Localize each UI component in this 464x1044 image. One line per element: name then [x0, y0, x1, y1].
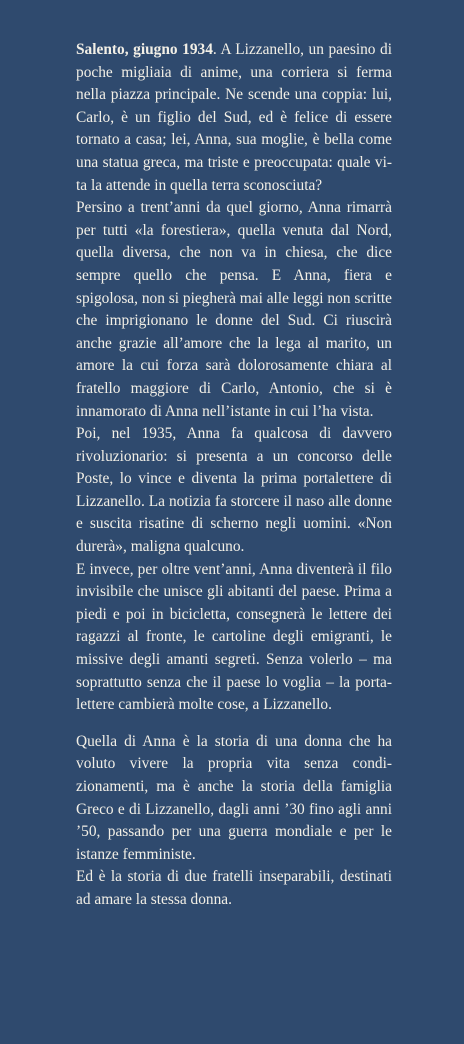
synopsis-paragraph-6: Ed è la storia di due fratelli inseparabili, destinati ad amare la stessa donna.: [76, 868, 392, 908]
synopsis-paragraph-5: Quella di Anna è la storia di una donna che ha voluto vivere la propria vita senza condizionamenti, ma è anche la storia della famiglia Greco e di Lizzanello, dagli anni ’30 fino agli anni ’50, passando per una guerra mondiale e per le istanze femministe.: [76, 732, 392, 863]
synopsis-paragraph-3: Poi, nel 1935, Anna fa qualcosa di davvero rivoluzionario: si presenta a un concorso delle Poste, lo vince e diventa la prima portalettere di Lizzanello. La notizia fa storcere il naso alle donne e suscita risatine di scherno negli uomini. «Non durerà», maligna qualcuno.: [76, 425, 392, 556]
synopsis-lead: Salento, giugno 1934: [76, 41, 213, 58]
synopsis-paragraph-2: Persino a trent’anni da quel giorno, Anna rimarrà per tutti «la forestiera», quella venuta dal Nord, quella diversa, che non va in chiesa, che dice sempre quello che pensa. E Anna, fiera e spigolosa, non si piegherà mai alle leggi non scritte che imprigionano le donne del Sud. Ci riuscirà anche grazie all’amore che la lega al marito, un amore la cui forza sarà dolorosamente chiara al fratello maggiore di Carlo, Antonio, che si è innamorato di Anna nell’istante in cui l’ha vista.: [76, 199, 392, 420]
synopsis-paragraph-4: E invece, per oltre vent’anni, Anna diventerà il filo invisibile che unisce gli abitanti del paese. Prima a piedi e poi in bicicletta, consegnerà le lettere dei ragazzi al fronte, le cartoline degli emigranti, le missive degli amanti segreti. Senza volerlo – ma soprattutto senza che il paese lo voglia – la portalettere cambierà molte cose, a Lizzanello.: [76, 560, 392, 714]
synopsis-paragraph-1: [76, 39, 392, 197]
synopsis-paragraph-1-text: . A Lizzanello, un paesino di poche migliaia di anime, una corriera si ferma nella piazza principale. Ne scende una coppia: lui, Carlo, è un figlio del Sud, ed è felice di essere tornato a casa; lei, Anna, sua moglie, è bella come una statua greca, ma triste e preoccupata: quale vita la attende in quella terra sconosciuta?: [76, 41, 392, 194]
section-gap: [76, 717, 392, 731]
